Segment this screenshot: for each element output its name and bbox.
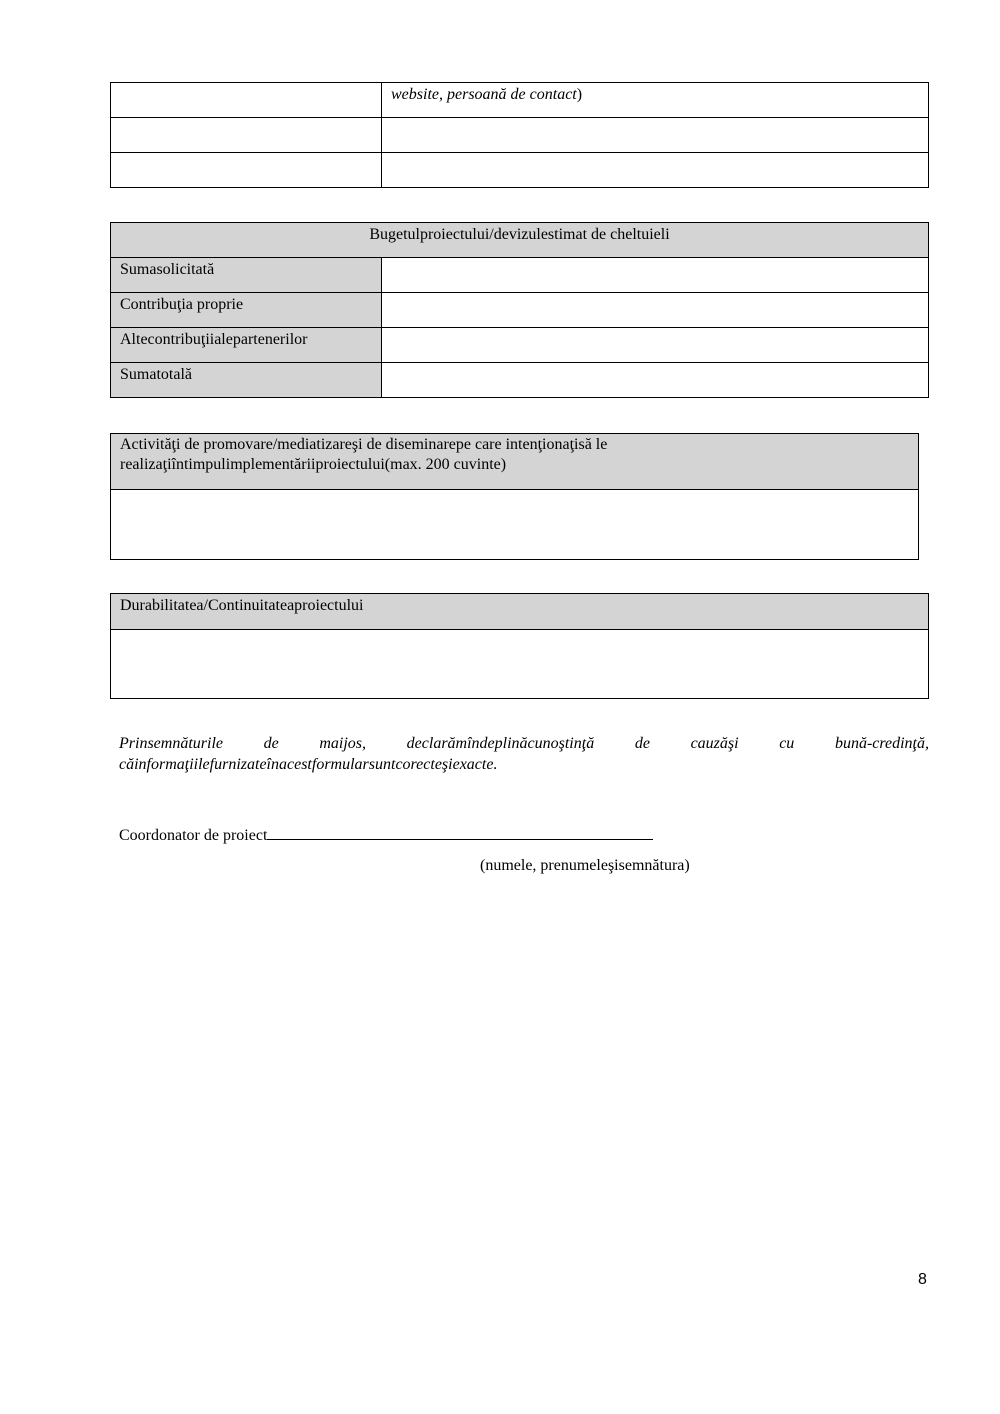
table-row — [111, 118, 929, 153]
budget-table — [110, 222, 929, 398]
budget-header: Bugetulproiectului/devizulestimat de cheltuieli — [111, 223, 929, 258]
budget-value-total[interactable] — [382, 363, 929, 398]
durability-body[interactable] — [111, 630, 929, 699]
promotion-body[interactable] — [111, 490, 919, 560]
contact-hint: website, persoană de contact — [391, 86, 577, 103]
table-row — [111, 293, 929, 328]
table-row — [111, 490, 919, 560]
budget-label-requested: Sumasolicitată — [111, 258, 382, 293]
coordinator-row — [119, 822, 653, 845]
budget-value-requested[interactable] — [382, 258, 929, 293]
budget-label-own-contribution: Contribuţia proprie — [111, 293, 382, 328]
promotion-header — [111, 434, 919, 490]
promotion-header-line1: Activităţi de promovare/mediatizareşi de diseminarepe care intenţionaţisă le — [120, 436, 608, 453]
contact-cell-left[interactable] — [111, 118, 382, 153]
promotion-header-row — [111, 434, 919, 490]
durability-table — [110, 593, 929, 699]
contact-cell-left[interactable] — [111, 153, 382, 188]
contact-cell-right[interactable] — [382, 153, 929, 188]
durability-header-row — [111, 594, 929, 630]
table-row — [111, 153, 929, 188]
table-row — [111, 83, 929, 118]
budget-label-partner-contributions: Altecontribuţiialepartenerilor — [111, 328, 382, 363]
declaration-line2: căinformaţiilefurnizateînacestformularsuntcorecteşiexacte. — [119, 756, 498, 773]
coordinator-signature-line[interactable] — [267, 822, 653, 840]
table-row — [111, 328, 929, 363]
budget-label-total: Sumatotală — [111, 363, 382, 398]
durability-header: Durabilitatea/Continuitateaproiectului — [111, 594, 929, 630]
table-row — [111, 630, 929, 699]
signature-caption: (numele, prenumeleşisemnătura) — [480, 857, 690, 874]
table-row — [111, 258, 929, 293]
promotion-header-line2: realizaţiîntimpulimplementăriiproiectului(max. 200 cuvinte) — [120, 456, 507, 473]
contact-hint-tail: ) — [576, 86, 583, 103]
table-row — [111, 363, 929, 398]
budget-value-partner-contributions[interactable] — [382, 328, 929, 363]
contact-cell-right — [382, 83, 929, 118]
promotion-table — [110, 433, 919, 560]
coordinator-label: Coordonator de proiect — [119, 827, 268, 844]
contact-cell-right[interactable] — [382, 118, 929, 153]
declaration-text — [119, 733, 929, 775]
contact-cell-left — [111, 83, 382, 118]
budget-value-own-contribution[interactable] — [382, 293, 929, 328]
page-number: 8 — [918, 1271, 927, 1288]
contact-table — [110, 82, 929, 188]
budget-header-row — [111, 223, 929, 258]
declaration-line1: Prinsemnăturile de maijos, declarămîndeplinăcunoştinţă de cauzăşi cu bună-credinţă, — [119, 735, 929, 752]
